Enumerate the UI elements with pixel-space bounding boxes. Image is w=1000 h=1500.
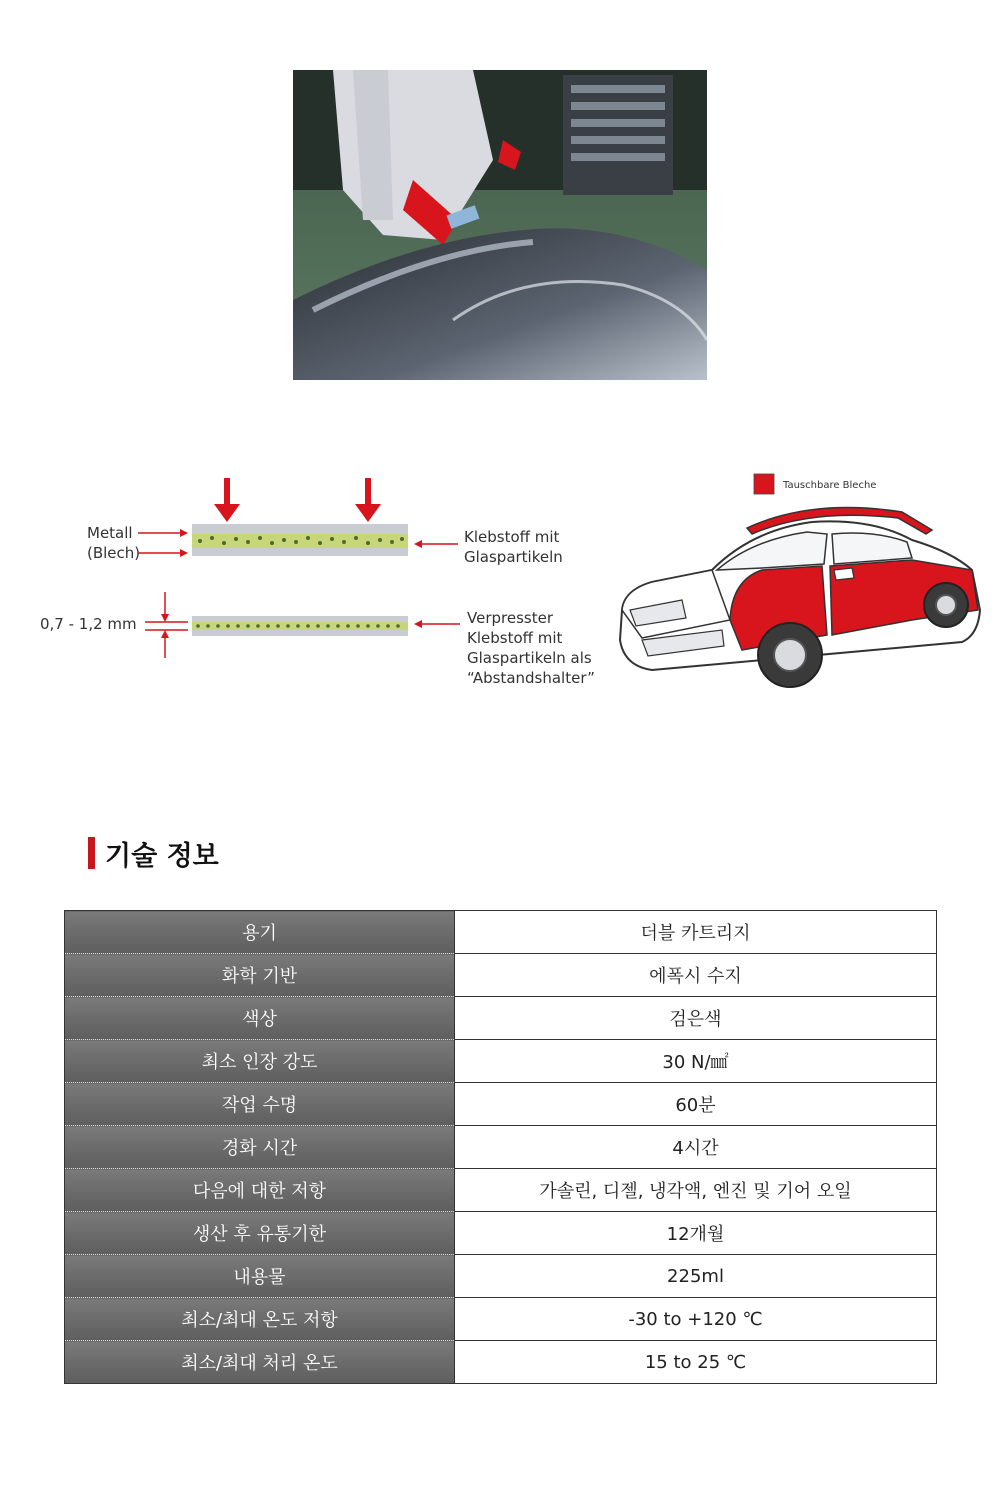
section-title-text: 기술 정보 xyxy=(105,840,219,872)
table-row xyxy=(65,1255,937,1298)
spec-value: 30 N/㎟ xyxy=(455,1040,937,1083)
metal-sheet-bottom xyxy=(192,548,408,556)
workshop-photo-illustration xyxy=(293,70,707,380)
spec-value: 12개월 xyxy=(455,1212,937,1255)
spec-value: 60분 xyxy=(455,1083,937,1126)
press-arrow-right xyxy=(355,478,381,522)
spec-label: 최소/최대 온도 저항 xyxy=(65,1298,455,1341)
pressed-label-1: Verpresster xyxy=(467,609,553,627)
metal-sheet-top xyxy=(192,524,408,534)
pressed-adhesive xyxy=(192,622,408,630)
adhesive-label-2: Glaspartikeln xyxy=(464,548,563,566)
spec-label: 내용물 xyxy=(65,1255,455,1298)
spec-value: 4시간 xyxy=(455,1126,937,1169)
pressed-label-3: Glaspartikeln als xyxy=(467,649,592,667)
table-row xyxy=(65,1169,937,1212)
legend-label: Tauschbare Bleche xyxy=(783,480,877,491)
bonding-diagram xyxy=(30,470,610,700)
section-title-accent-bar xyxy=(88,837,95,869)
table-row xyxy=(65,954,937,997)
metal-label-1: Metall xyxy=(87,524,133,542)
spec-table xyxy=(64,910,937,1384)
spec-value: -30 to +120 ℃ xyxy=(455,1298,937,1341)
pressed-label-2: Klebstoff mit xyxy=(467,629,563,647)
car-illustration xyxy=(612,470,984,700)
spec-label: 최소 인장 강도 xyxy=(65,1040,455,1083)
spec-value: 225ml xyxy=(455,1255,937,1298)
spec-value: 가솔린, 디젤, 냉각액, 엔진 및 기어 오일 xyxy=(455,1169,937,1212)
table-row xyxy=(65,1341,937,1384)
metal-label-2: (Blech) xyxy=(87,544,141,562)
pressed-metal-bottom xyxy=(192,630,408,636)
table-row xyxy=(65,1040,937,1083)
spec-value: 검은색 xyxy=(455,997,937,1040)
spec-label: 색상 xyxy=(65,997,455,1040)
spec-table-body xyxy=(65,911,937,1384)
section-title xyxy=(88,836,219,870)
spec-label: 생산 후 유통기한 xyxy=(65,1212,455,1255)
workshop-photo xyxy=(293,70,707,380)
table-row xyxy=(65,911,937,954)
bonding-diagram-svg xyxy=(30,470,610,700)
table-row xyxy=(65,1212,937,1255)
side-mirror xyxy=(834,568,854,580)
pressed-metal-top xyxy=(192,616,408,622)
pressed-label-4: “Abstandshalter” xyxy=(467,669,595,687)
thickness-label: 0,7 - 1,2 mm xyxy=(40,615,137,633)
spec-label: 화학 기반 xyxy=(65,954,455,997)
thickness-arrows xyxy=(145,592,188,658)
car-illustration-svg xyxy=(612,470,984,700)
adhesive-layer xyxy=(192,534,408,548)
spec-label: 경화 시간 xyxy=(65,1126,455,1169)
spec-label: 작업 수명 xyxy=(65,1083,455,1126)
spec-value: 15 to 25 ℃ xyxy=(455,1341,937,1384)
legend-swatch xyxy=(754,474,774,494)
spec-label: 용기 xyxy=(65,911,455,954)
adhesive-label-1: Klebstoff mit xyxy=(464,528,560,546)
table-row xyxy=(65,1126,937,1169)
press-arrow-left xyxy=(214,478,240,522)
spec-value: 에폭시 수지 xyxy=(455,954,937,997)
spec-value: 더블 카트리지 xyxy=(455,911,937,954)
table-row xyxy=(65,997,937,1040)
table-row xyxy=(65,1083,937,1126)
spec-label: 다음에 대한 저항 xyxy=(65,1169,455,1212)
table-row xyxy=(65,1298,937,1341)
spec-label: 최소/최대 처리 온도 xyxy=(65,1341,455,1384)
